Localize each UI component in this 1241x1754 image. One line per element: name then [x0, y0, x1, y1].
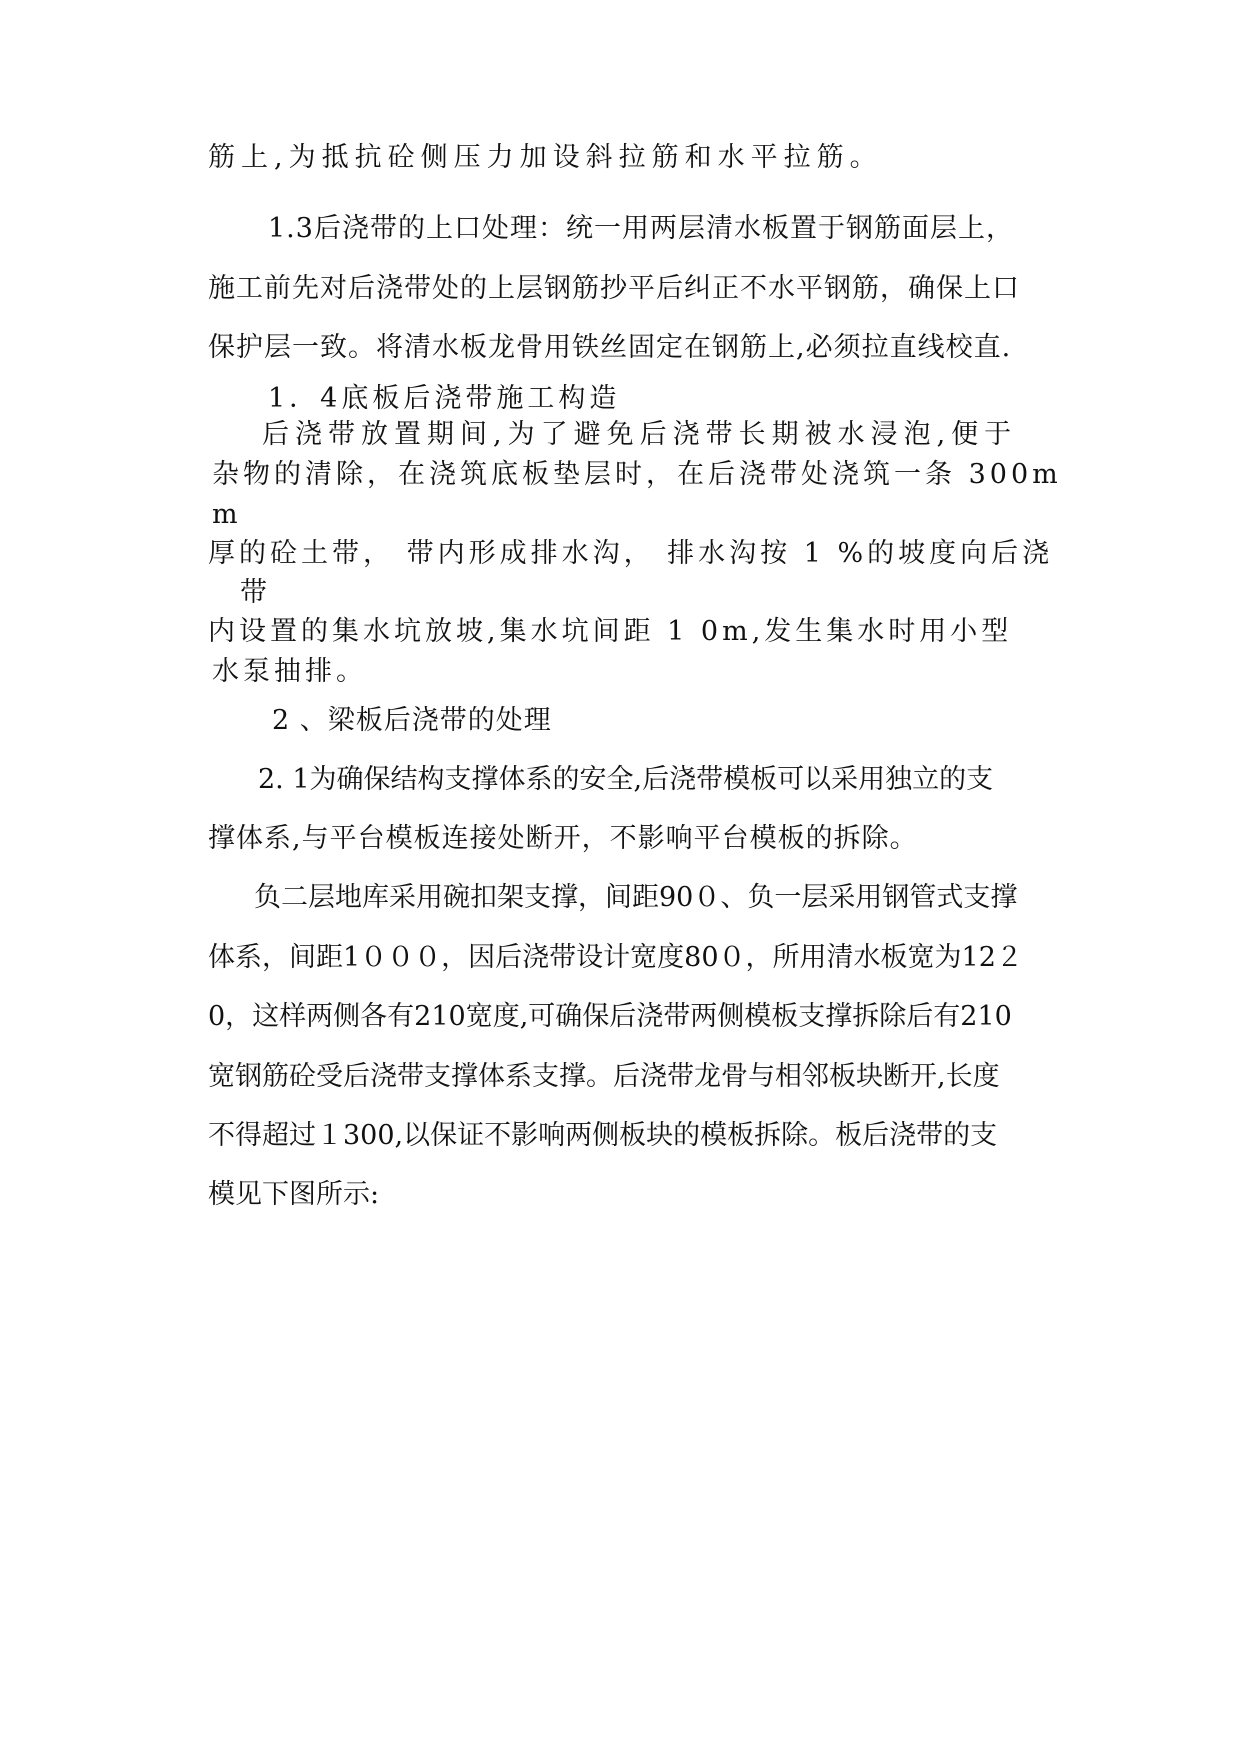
- text-line-19: 宽钢筋砼受后浇带支撑体系支撑。后浇带龙骨与相邻板块断开,长度: [208, 1061, 1000, 1092]
- text-line-4: 保护层一致。将清水板龙骨用铁丝固定在钢筋上,必须拉直线校直.: [208, 332, 1012, 363]
- text-line-17: 体系，间距1０００，因后浇带设计宽度80０，所用清水板宽为12２: [208, 942, 1023, 973]
- text-line-7: 杂物的清除，在浇筑底板垫层时，在后浇带处浇筑一条 300m: [212, 459, 1062, 490]
- text-line-8: m: [212, 499, 238, 530]
- text-line-15: 撑体系,与平台模板连接处断开，不影响平台模板的拆除。: [208, 823, 918, 854]
- text-line-2: 1.3后浇带的上口处理：统一用两层清水板置于钢筋面层上，: [268, 213, 1014, 244]
- text-line-10: 带: [240, 577, 267, 608]
- text-line-13: 2 、梁板后浇带的处理: [272, 705, 552, 736]
- text-line-18: 0，这样两侧各有210宽度,可确保后浇带两侧模板支撑拆除后有210: [208, 1001, 1012, 1032]
- text-line-5: 1．4底板后浇带施工构造: [268, 383, 621, 414]
- text-line-9: 厚的砼土带， 带内形成排水沟， 排水沟按 1 %的坡度向后浇: [208, 538, 1054, 569]
- text-line-3: 施工前先对后浇带处的上层钢筋抄平后纠正不水平钢筋，确保上口: [208, 273, 1020, 304]
- text-line-1: 筋上,为抵抗砼侧压力加设斜拉筋和水平拉筋。: [208, 142, 883, 173]
- text-line-21: 模见下图所示:: [208, 1179, 380, 1210]
- text-line-14: 2. 1为确保结构支撑体系的安全,后浇带模板可以采用独立的支: [258, 764, 994, 795]
- text-line-16: 负二层地库采用碗扣架支撑，间距90０、负一层采用钢管式支撑: [254, 882, 1018, 913]
- text-line-11: 内设置的集水坑放坡,集水坑间距 1 0m,发生集水时用小型: [208, 616, 1013, 647]
- text-line-12: 水泵抽排。: [212, 656, 367, 687]
- text-line-6: 后浇带放置期间,为了避免后浇带长期被水浸泡,便于: [262, 419, 1018, 450]
- text-line-20: 不得超过１300,以保证不影响两侧板块的模板拆除。板后浇带的支: [208, 1120, 998, 1151]
